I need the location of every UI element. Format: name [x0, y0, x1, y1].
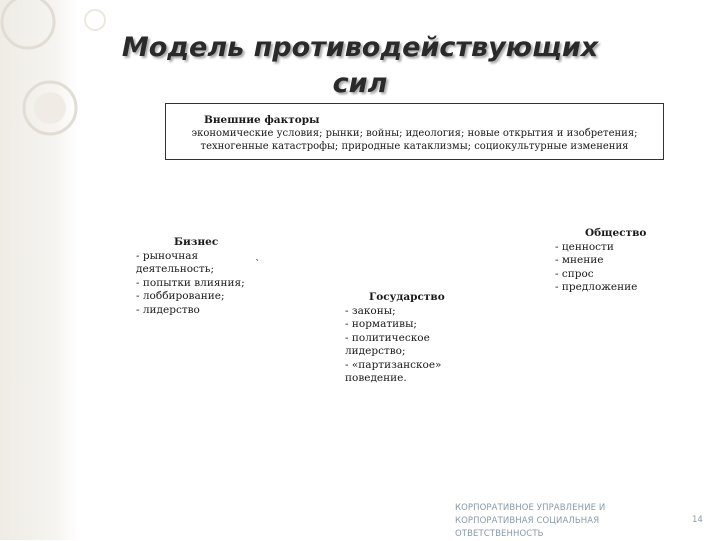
- society-item: - спрос: [555, 267, 594, 280]
- government-item: - нормативы;: [345, 318, 417, 330]
- government-heading: Государство: [369, 291, 445, 303]
- page-number: 14: [692, 515, 703, 525]
- stray-mark: `: [255, 258, 261, 271]
- government-block: [345, 291, 470, 386]
- business-item: - рыночная: [136, 249, 199, 262]
- business-heading: Бизнес: [174, 236, 219, 248]
- government-item: - законы;: [345, 304, 396, 317]
- government-item: - «партизанское»: [345, 358, 442, 371]
- title-line-2: сил: [332, 68, 388, 99]
- footer-line-3: ОТВЕТСТВЕННОСТЬ: [455, 529, 544, 539]
- society-item: - предложение: [555, 281, 638, 293]
- government-item: лидерство;: [345, 345, 406, 357]
- footer-line-2: КОРПОРАТИВНАЯ СОЦИАЛЬНАЯ: [455, 516, 600, 526]
- business-block: [136, 236, 266, 317]
- government-item: - политическое: [345, 331, 430, 344]
- external-factors-line-1: экономические условия; рынки; войны; идеология; новые открытия и изобретения;: [191, 128, 638, 139]
- society-block: [555, 227, 665, 295]
- government-item: поведение.: [345, 372, 407, 384]
- slide-title: [60, 30, 660, 102]
- external-factors-line-2: техногенные катастрофы; природные катаклизмы; социокультурные изменения: [200, 141, 629, 152]
- footer-line-1: КОРПОРАТИВНОЕ УПРАВЛЕНИЕ И: [455, 503, 606, 513]
- business-item: - лоббирование;: [136, 290, 225, 302]
- title-line-1: Модель противодействующих: [121, 32, 599, 63]
- business-item: деятельность;: [136, 263, 214, 275]
- business-item: - лидерство: [136, 303, 200, 316]
- footer-caption: [455, 502, 670, 541]
- society-item: - мнение: [555, 254, 604, 266]
- society-item: - ценности: [555, 240, 614, 253]
- society-heading: Общество: [585, 227, 647, 239]
- external-factors-box: [165, 103, 664, 160]
- business-item: - попытки влияния;: [136, 276, 245, 289]
- external-factors-heading: Внешние факторы: [204, 114, 320, 126]
